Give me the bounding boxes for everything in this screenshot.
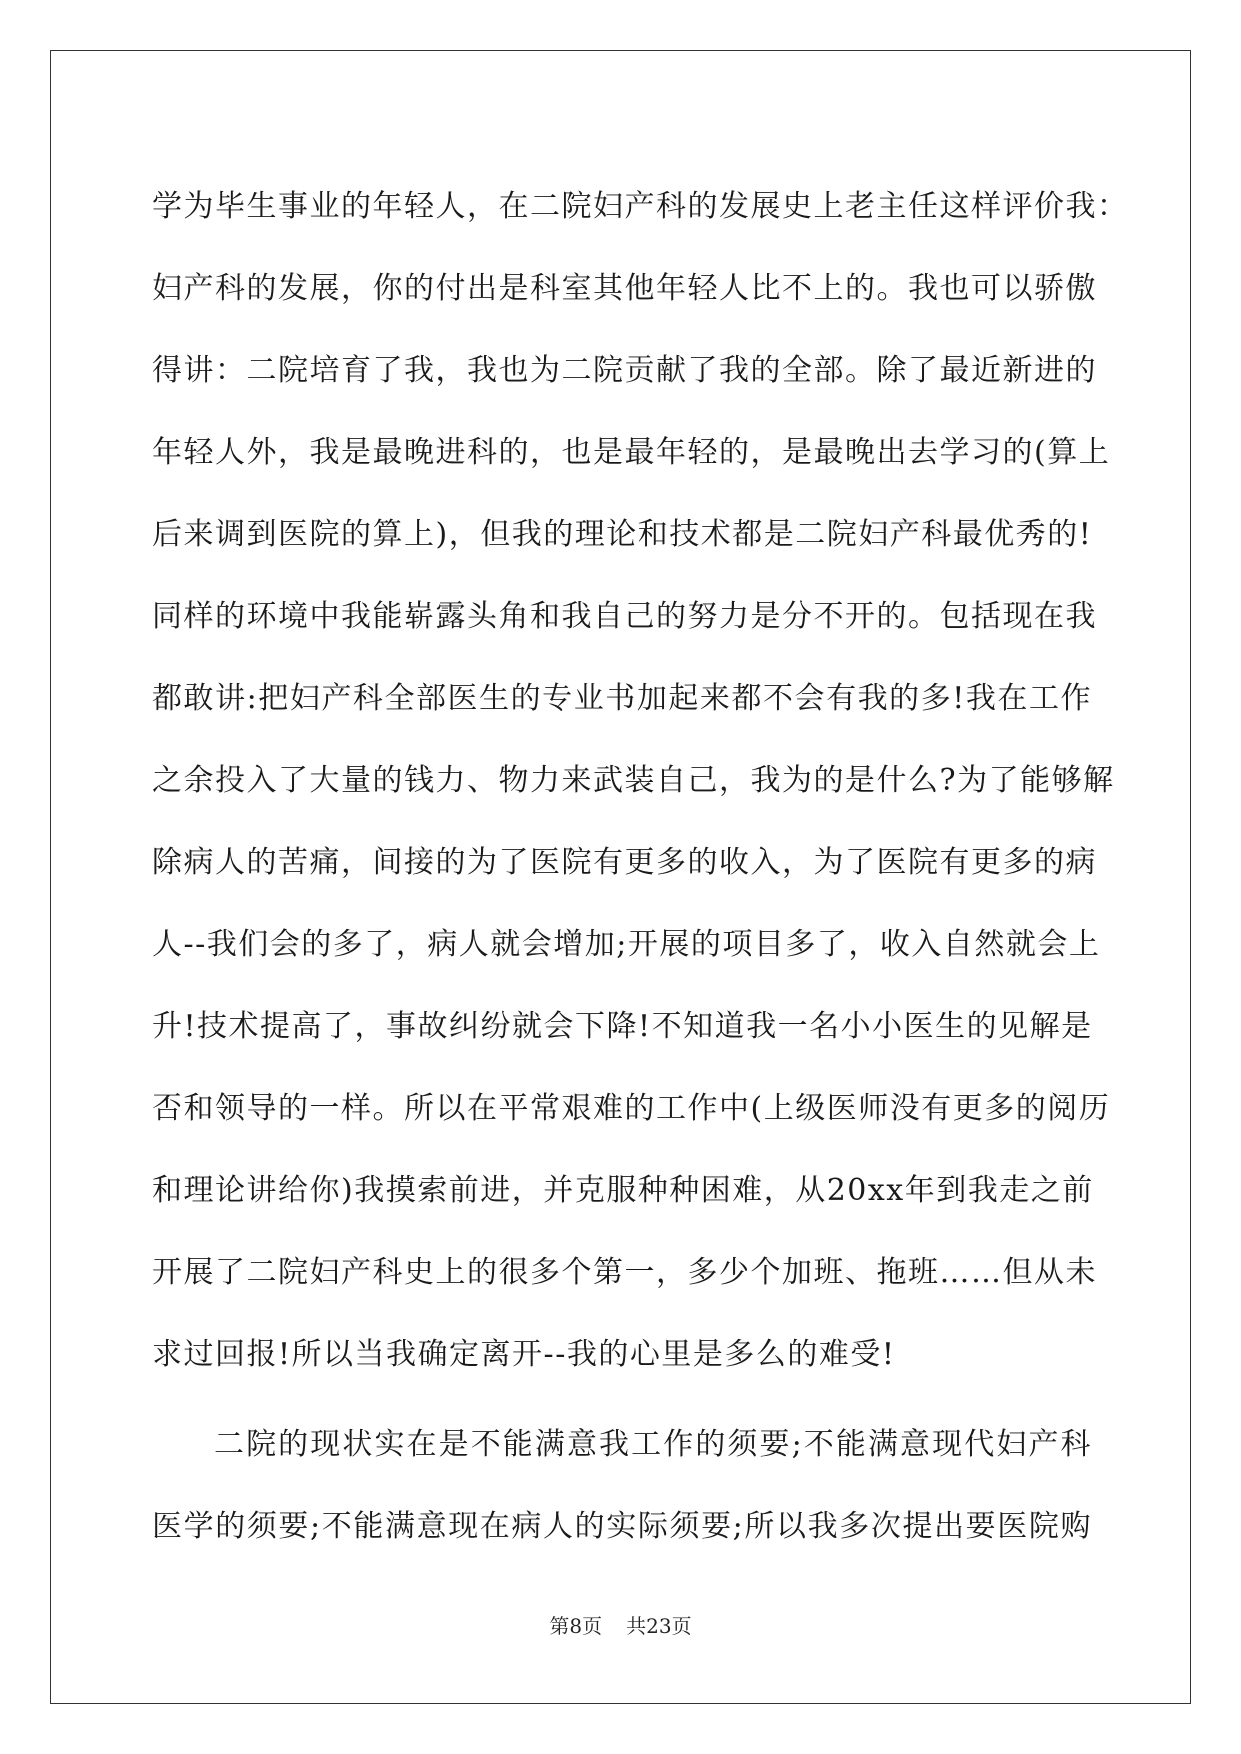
text-line: 医学的须要;不能满意现在病人的实际须要;所以我多次提出要医院购 <box>152 1509 1092 1544</box>
page-number: 第8页 <box>549 1614 603 1638</box>
text-line: 人--我们会的多了，病人就会增加;开展的项目多了，收入自然就会上 <box>152 927 1101 962</box>
text-line: 之余投入了大量的钱力、物力来武装自己，我为的是什么?为了能够解 <box>152 763 1115 798</box>
text-line: 妇产科的发展，你的付出是科室其他年轻人比不上的。我也可以骄傲 <box>152 271 1097 306</box>
text-line: 和理论讲给你)我摸索前进，并克服种种困难，从20xx年到我走之前 <box>152 1173 1094 1208</box>
text-line: 都敢讲:把妇产科全部医生的专业书加起来都不会有我的多!我在工作 <box>152 681 1092 716</box>
text-line: 升!技术提高了，事故纠纷就会下降!不知道我一名小小医生的见解是 <box>152 1009 1093 1044</box>
text-line: 求过回报!所以当我确定离开--我的心里是多么的难受! <box>152 1337 896 1372</box>
page-total: 共23页 <box>626 1614 692 1638</box>
text-line: 开展了二院妇产科史上的很多个第一，多少个加班、拖班……但从未 <box>152 1255 1097 1290</box>
text-line: 年轻人外，我是最晚进科的，也是最年轻的，是最晚出去学习的(算上 <box>152 435 1111 470</box>
text-line: 同样的环境中我能崭露头角和我自己的努力是分不开的。包括现在我 <box>152 599 1097 634</box>
text-line: 学为毕生事业的年轻人，在二院妇产科的发展史上老主任这样评价我： <box>152 189 1129 224</box>
text-line: 二院的现状实在是不能满意我工作的须要;不能满意现代妇产科 <box>214 1427 1092 1462</box>
text-line: 得讲：二院培育了我，我也为二院贡献了我的全部。除了最近新进的 <box>152 353 1097 388</box>
document-body <box>152 166 1129 1568</box>
text-line: 否和领导的一样。所以在平常艰难的工作中(上级医师没有更多的阅历 <box>152 1091 1111 1126</box>
text-line: 除病人的苦痛，间接的为了医院有更多的收入，为了医院有更多的病 <box>152 845 1097 880</box>
page-footer <box>0 1610 1241 1639</box>
text-line: 后来调到医院的算上)，但我的理论和技术都是二院妇产科最优秀的! <box>152 517 1093 552</box>
